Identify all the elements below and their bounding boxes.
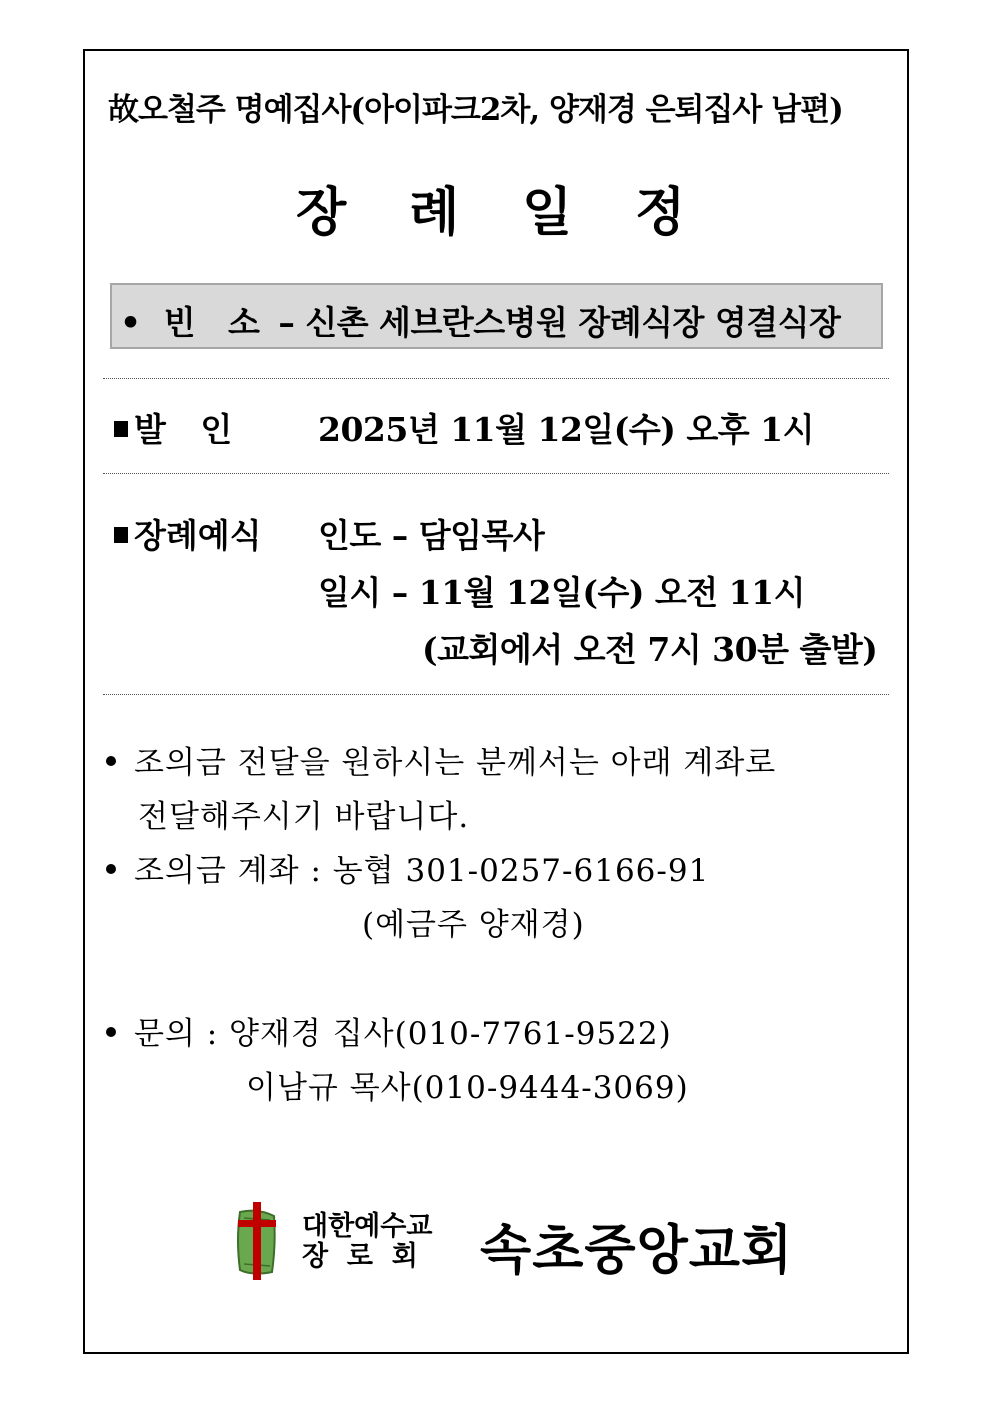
denomination-line1: 대한예수교 xyxy=(302,1211,433,1242)
binso-box xyxy=(110,283,883,349)
denomination xyxy=(302,1212,432,1272)
bullet-icon xyxy=(106,756,116,766)
condolence-text: 조의금 전달을 원하시는 분께서는 아래 계좌로 xyxy=(134,745,777,781)
balin-label: 발 인 xyxy=(134,410,233,449)
bullet-icon xyxy=(106,864,116,874)
account-text: 조의금 계좌 : 농협 301-0257-6166-91 xyxy=(134,853,710,889)
balin-value: 2025년 11월 12일(수) 오후 1시 xyxy=(318,410,814,449)
deceased-heading: 故오철주 명예집사(아이파크2차, 양재경 은퇴집사 남편) xyxy=(108,92,843,128)
condolence-line2: 전달해주시기 바랍니다. xyxy=(138,799,470,835)
title-char: 정 xyxy=(635,182,686,243)
title-char: 장 xyxy=(296,182,347,243)
square-bullet-icon xyxy=(114,527,128,543)
square-bullet-icon xyxy=(114,421,128,437)
denomination-line2: 장 로 회 xyxy=(302,1241,418,1272)
church-name: 속초중앙교회 xyxy=(480,1219,794,1281)
account-line xyxy=(106,845,709,890)
bullet: • xyxy=(120,303,141,342)
cross-scroll-icon xyxy=(232,1200,282,1282)
title-char: 례 xyxy=(409,182,460,243)
binso-text xyxy=(120,297,840,344)
inquiry-line2: 이남규 목사(010-9444-3069) xyxy=(246,1070,689,1106)
account-holder: (예금주 양재경) xyxy=(362,907,585,943)
service-time: 일시 – 11월 12일(수) 오전 11시 xyxy=(318,573,805,612)
balin-row xyxy=(114,404,232,451)
service-row xyxy=(114,510,262,557)
service-lead: 인도 – 담임목사 xyxy=(318,516,545,555)
service-label: 장례예식 xyxy=(134,516,262,555)
title-char: 일 xyxy=(522,182,573,243)
bullet-icon xyxy=(106,1027,116,1037)
inquiry-line1 xyxy=(106,1008,672,1053)
service-note: (교회에서 오전 7시 30분 출발) xyxy=(422,630,878,669)
inquiry-text: 문의 : 양재경 집사(010-7761-9522) xyxy=(134,1016,672,1052)
binso-location: – 신촌 세브란스병원 장례식장 영결식장 xyxy=(278,303,841,342)
binso-label: 빈 소 xyxy=(163,303,260,342)
divider xyxy=(103,378,889,379)
condolence-line1 xyxy=(106,737,776,782)
page-title xyxy=(296,170,748,245)
divider xyxy=(103,473,889,474)
divider xyxy=(103,694,889,695)
